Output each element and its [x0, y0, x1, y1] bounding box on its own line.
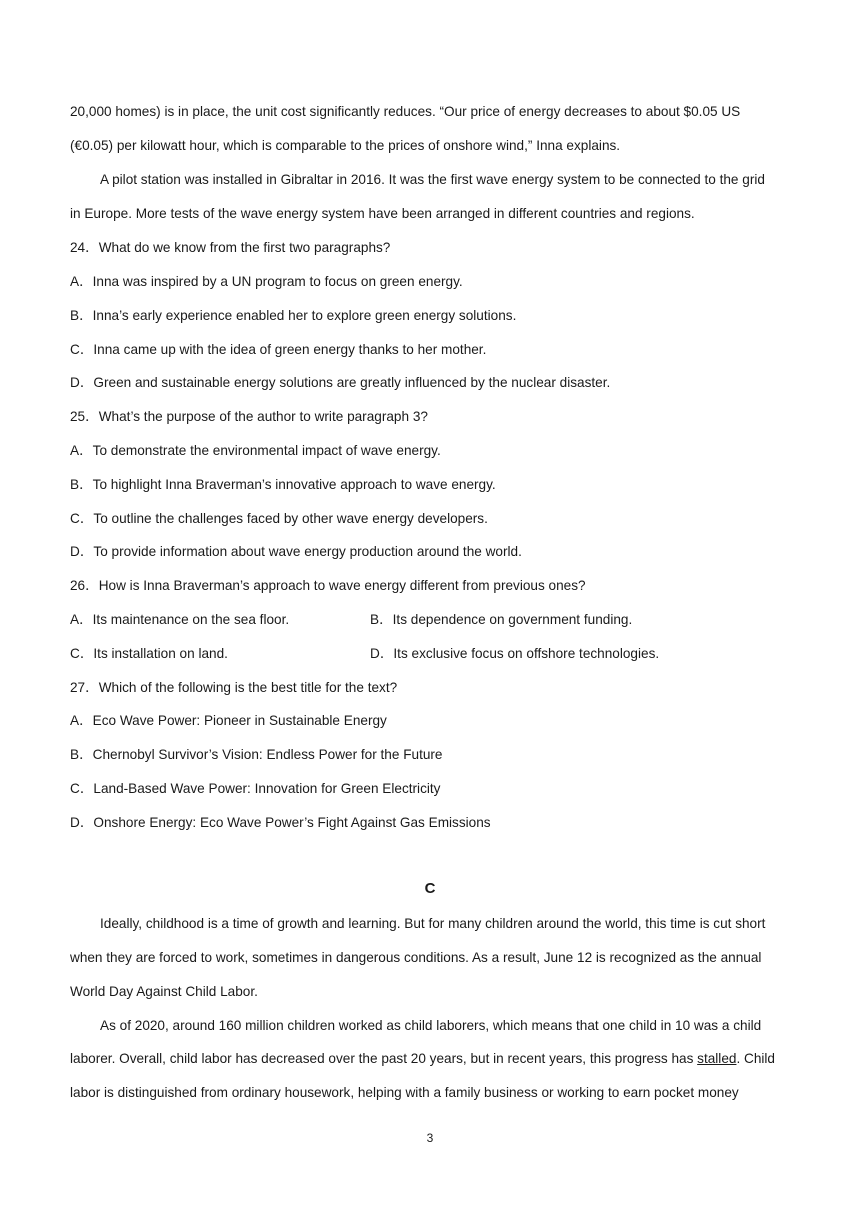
- passage-b-p2-line1: A pilot station was installed in Gibraltar in 2016. It was the first wave energy system to be connected to the grid: [100, 172, 765, 187]
- section-c-p1-line1: Ideally, childhood is a time of growth and learning. But for many children around the world, this time is cut short: [100, 916, 766, 931]
- question-24-stem: 24．What do we know from the first two paragraphs?: [70, 240, 391, 255]
- question-25-stem: 25．What’s the purpose of the author to write paragraph 3?: [70, 409, 428, 424]
- question-26-option-b: B．Its dependence on government funding.: [370, 612, 633, 627]
- passage-b-p1-line2: (€0.05) per kilowatt hour, which is comparable to the prices of onshore wind,” Inna explains.: [70, 138, 621, 153]
- section-c-p2-line2: [70, 1050, 775, 1068]
- question-24-option-c: C．Inna came up with the idea of green energy thanks to her mother.: [70, 342, 487, 357]
- section-c-p2-line2-after: . Child: [736, 1051, 775, 1066]
- question-24-option-a: A．Inna was inspired by a UN program to focus on green energy.: [70, 274, 463, 289]
- question-25-option-a: A．To demonstrate the environmental impact of wave energy.: [70, 443, 441, 458]
- passage-b-p2-line2: in Europe. More tests of the wave energy system have been arranged in different countries and regions.: [70, 206, 695, 221]
- question-26-stem: 26．How is Inna Braverman’s approach to wave energy different from previous ones?: [70, 578, 586, 593]
- section-c-p2-line1: As of 2020, around 160 million children worked as child laborers, which means that one child in 10 was a child: [100, 1018, 762, 1033]
- question-25-option-c: C．To outline the challenges faced by other wave energy developers.: [70, 511, 488, 526]
- question-27-option-a: A．Eco Wave Power: Pioneer in Sustainable Energy: [70, 713, 387, 728]
- section-c-p1-line3: World Day Against Child Labor.: [70, 984, 258, 999]
- section-c-p2-line2-before: laborer. Overall, child labor has decreased over the past 20 years, but in recent years, this progress has: [70, 1051, 698, 1066]
- question-27-option-b: B．Chernobyl Survivor’s Vision: Endless Power for the Future: [70, 747, 443, 762]
- section-c-p1-line2: when they are forced to work, sometimes in dangerous conditions. As a result, June 12 is recognized as the annual: [70, 950, 762, 965]
- question-26-option-c: C．Its installation on land.: [70, 646, 228, 661]
- section-c-p2-line3: labor is distinguished from ordinary housework, helping with a family business or working to earn pocket money: [70, 1085, 739, 1100]
- page-number: 3: [426, 1131, 434, 1145]
- passage-b-p1-line1: 20,000 homes) is in place, the unit cost significantly reduces. “Our price of energy decreases to about $0.05 US: [70, 104, 741, 119]
- question-26-option-d: D．Its exclusive focus on offshore technologies.: [370, 646, 660, 661]
- question-26-option-a: A．Its maintenance on the sea floor.: [70, 612, 290, 627]
- question-24-option-d: D．Green and sustainable energy solutions are greatly influenced by the nuclear disaster.: [70, 375, 611, 390]
- question-24-option-b: B．Inna’s early experience enabled her to explore green energy solutions.: [70, 308, 517, 323]
- underlined-word-stalled: stalled: [697, 1051, 737, 1066]
- question-27-option-c: C．Land-Based Wave Power: Innovation for Green Electricity: [70, 781, 441, 796]
- question-27-stem: 27．Which of the following is the best title for the text?: [70, 680, 398, 695]
- question-27-option-d: D．Onshore Energy: Eco Wave Power’s Fight Against Gas Emissions: [70, 815, 491, 830]
- section-c-heading: C: [424, 880, 436, 897]
- question-25-option-b: B．To highlight Inna Braverman’s innovative approach to wave energy.: [70, 477, 496, 492]
- question-25-option-d: D．To provide information about wave energy production around the world.: [70, 544, 522, 559]
